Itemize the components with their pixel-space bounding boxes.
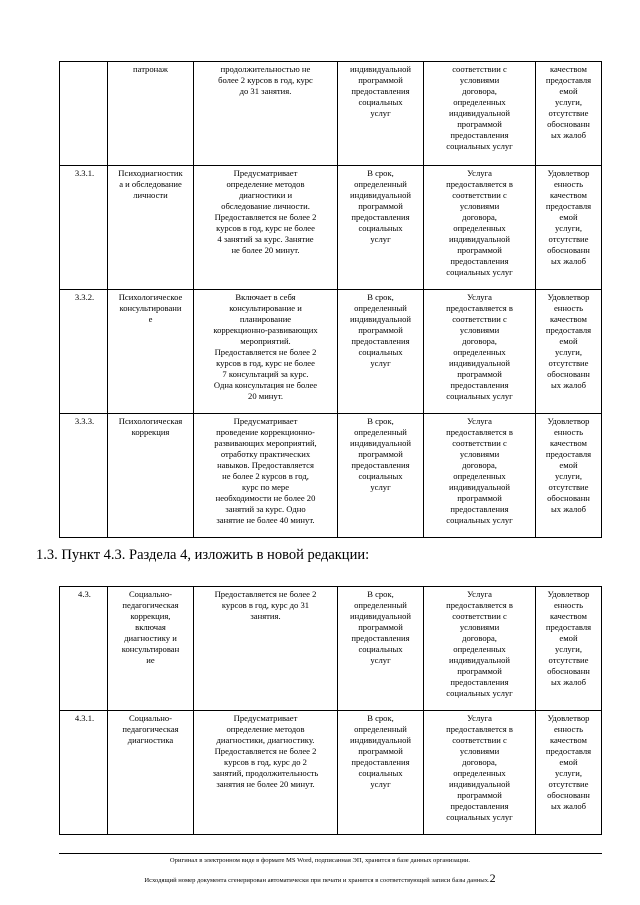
service-description: Предусматривает проведение коррекционно- развивающих мероприятий, отработку практических навыков. Предоставляется не более 2 курсов в год, курс по мере необходимости не более 20 занятий за курс. Одно занятие не более 40 минут. — [194, 414, 338, 538]
service-term: В срок, определенный индивидуальной программой предоставления социальных услуг — [338, 290, 424, 414]
service-term: В срок, определенный индивидуальной программой предоставления социальных услуг — [338, 166, 424, 290]
service-name: патронаж — [108, 62, 194, 166]
footer-note-text: Исходящий номер документа сгенерирован автоматически при печати и хранится в соответствующей записи базы данных. — [144, 877, 490, 884]
service-name: Психологическая коррекция — [108, 414, 194, 538]
service-description: Включает в себя консультирование и планирование коррекционно-развивающих мероприятий. Предоставляется не более 2 курсов в год, курс не более 7 консультаций за курс. Одна консультация не более 20 минут. — [194, 290, 338, 414]
table-row — [60, 711, 602, 835]
table-row — [60, 166, 602, 290]
service-name: Социально- педагогическая диагностика — [108, 711, 194, 835]
service-term: В срок, определенный индивидуальной программой предоставления социальных услуг — [338, 587, 424, 711]
row-number: 4.3. — [60, 587, 108, 711]
services-table-section3 — [59, 61, 602, 538]
service-description: продолжительностью не более 2 курсов в год, курс до 31 занятия. — [194, 62, 338, 166]
service-evaluation: Удовлетвор енность качеством предоставля емой услуги, отсутствие обоснованн ых жалоб — [536, 290, 602, 414]
service-term: В срок, определенный индивидуальной программой предоставления социальных услуг — [338, 711, 424, 835]
service-name: Социально- педагогическая коррекция, включая диагностику и консультирован ие — [108, 587, 194, 711]
service-conditions: Услуга предоставляется в соответствии с условиями договора, определенных индивидуальной программой предоставления социальных услуг — [424, 587, 536, 711]
service-description: Предусматривает определение методов диагностики и обследование личности. Предоставляется не более 2 курсов в год, курс не более 4 занятий за курс. Занятие не более 20 минут. — [194, 166, 338, 290]
footer-note-original: Оригинал в электронном виде в формате MS Word, подписанная ЭП, хранится в базе данных организации. — [169, 857, 471, 864]
table-row — [60, 414, 602, 538]
row-number: 3.3.2. — [60, 290, 108, 414]
table-row — [60, 62, 602, 166]
service-conditions: соответствии с условиями договора, определенных индивидуальной программой предоставления социальных услуг — [424, 62, 536, 166]
footer-note-number — [0, 871, 640, 886]
section-heading: 1.3. Пункт 4.3. Раздела 4, изложить в новой редакции: — [36, 547, 370, 563]
service-evaluation: Удовлетвор енность качеством предоставля емой услуги, отсутствие обоснованн ых жалоб — [536, 166, 602, 290]
service-conditions: Услуга предоставляется в соответствии с условиями договора, определенных индивидуальной программой предоставления социальных услуг — [424, 290, 536, 414]
table-row — [60, 587, 602, 711]
service-description: Предусматривает определение методов диагностики, диагностику. Предоставляется не более 2 курсов в год, курс до 2 занятий, продолжительность занятия не более 20 минут. — [194, 711, 338, 835]
row-number: 4.3.1. — [60, 711, 108, 835]
service-conditions: Услуга предоставляется в соответствии с условиями договора, определенных индивидуальной программой предоставления социальных услуг — [424, 711, 536, 835]
footer-divider — [59, 853, 602, 854]
service-conditions: Услуга предоставляется в соответствии с условиями договора, определенных индивидуальной программой предоставления социальных услуг — [424, 414, 536, 538]
row-number: 3.3.1. — [60, 166, 108, 290]
service-evaluation: Удовлетвор енность качеством предоставля емой услуги, отсутствие обоснованн ых жалоб — [536, 711, 602, 835]
page-number: 2 — [489, 871, 496, 885]
service-conditions: Услуга предоставляется в соответствии с условиями договора, определенных индивидуальной программой предоставления социальных услуг — [424, 166, 536, 290]
service-term: индивидуальной программой предоставления социальных услуг — [338, 62, 424, 166]
services-table-section4 — [59, 586, 602, 835]
row-number — [60, 62, 108, 166]
row-number: 3.3.3. — [60, 414, 108, 538]
service-evaluation: Удовлетвор енность качеством предоставля емой услуги, отсутствие обоснованн ых жалоб — [536, 587, 602, 711]
table-row — [60, 290, 602, 414]
service-evaluation: качеством предоставля емой услуги, отсутствие обоснованн ых жалоб — [536, 62, 602, 166]
service-description: Предоставляется не более 2 курсов в год, курс до 31 занятия. — [194, 587, 338, 711]
service-name: Психодиагностик а и обследование личности — [108, 166, 194, 290]
service-term: В срок, определенный индивидуальной программой предоставления социальных услуг — [338, 414, 424, 538]
service-name: Психологическое консультировани е — [108, 290, 194, 414]
service-evaluation: Удовлетвор енность качеством предоставля емой услуги, отсутствие обоснованн ых жалоб — [536, 414, 602, 538]
